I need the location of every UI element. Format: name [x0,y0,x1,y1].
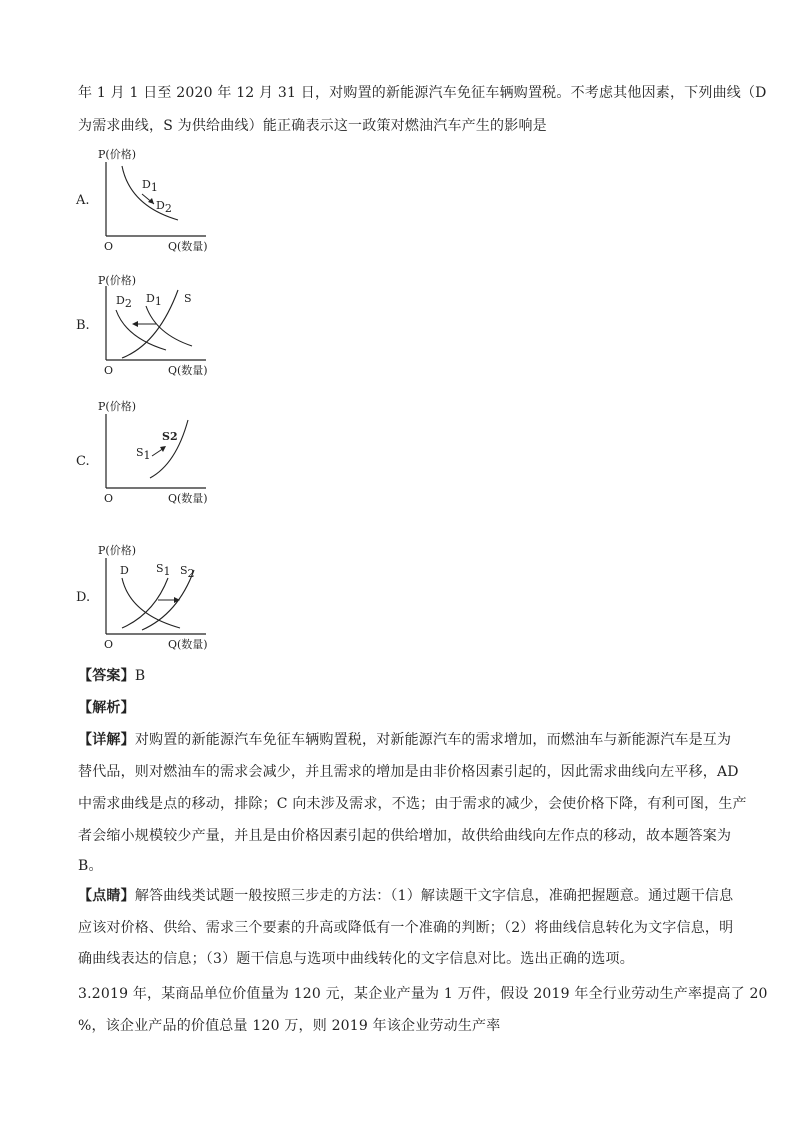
origin-label: O [104,638,114,651]
q-axis-label: Q(数量) [168,492,208,505]
question-line-2: 为需求曲线，S 为供给曲线）能正确表示这一政策对燃油汽车产生的影响是 [78,118,547,134]
curve-label-s1: S1 [136,446,151,462]
tips-line-1: 【点睛】解答曲线类试题一般按照三步走的方法：（1）解读题干文字信息，准确把握题意。通过题干信息 [78,888,734,904]
tips-line-2: 应该对价格、供给、需求三个要素的升高或降低有一个准确的判断；（2）将曲线信息转化为文字信息，明 [78,920,734,936]
curve-label-s1: S1 [156,562,171,578]
detail-line-5: B。 [78,858,103,874]
option-b-label: B. [76,318,90,333]
q-axis-label: Q(数量) [168,364,208,377]
curve-label-d1: D1 [146,292,162,308]
curve-label-s: S [184,292,192,305]
question-line-1: 年 1 月 1 日至 2020 年 12 月 31 日，对购置的新能源汽车免征车辆购置税。不考虑其他因素，下列曲线（D [78,85,767,101]
option-b-graph [96,272,226,382]
next-question-line-1: 3.2019 年，某商品单位价值量为 120 元，某企业产量为 1 万件，假设 2019 年全行业劳动生产率提高了 20 [78,986,768,1002]
curve-label-s2: S2 [180,564,195,580]
answer-tag: 【答案】 [78,668,135,684]
supply-curve-1 [122,578,168,628]
curve-label-d2: D2 [156,199,172,215]
option-d-label: D. [76,590,91,605]
curve-label-d2: D2 [116,294,132,310]
option-d-graph [96,542,226,652]
curve-label-d: D [120,564,129,577]
tips-line-3: 确曲线表达的信息；（3）题干信息与选项中曲线转化的文字信息对比。选出正确的选项。 [78,951,634,967]
demand-curve-2 [116,310,166,350]
curve-label-d1: D1 [142,178,158,194]
analysis-line [78,697,135,717]
curve-label-s2: S2 [162,430,178,443]
supply-curve [150,420,188,478]
detail-line-1: 【详解】对购置的新能源汽车免征车辆购置税，对新能源汽车的需求增加，而燃油车与新能源汽车是互为 [78,732,732,748]
analysis-tag: 【解析】 [78,700,135,716]
next-question-line-2: %，该企业产品的价值总量 120 万，则 2019 年该企业劳动生产率 [78,1018,501,1034]
detail-tag: 【详解】 [78,732,135,748]
origin-label: O [104,364,114,377]
option-a-graph [96,146,226,256]
p-axis-label: P(价格) [98,274,136,287]
demand-curve-1 [146,306,192,346]
q-axis-label: Q(数量) [168,638,208,651]
answer-line [78,665,145,685]
option-c-label: C. [76,454,90,469]
shift-arrowhead [148,198,154,204]
detail-line-2: 替代品，则对燃油车的需求会减少，并且需求的增加是由非价格因素引起的，因此需求曲线向左平移，AD [78,764,739,780]
tips-tag: 【点睛】 [78,888,135,904]
p-axis-label: P(价格) [98,544,136,557]
shift-arrowhead [160,446,166,452]
shift-arrowhead [132,321,138,327]
p-axis-label: P(价格) [98,148,136,161]
origin-label: O [104,492,114,505]
option-c-graph [96,396,226,506]
detail-line-3: 中需求曲线是点的移动，排除；C 向未涉及需求，不选；由于需求的减少，会使价格下降，有利可图，生产 [78,796,747,812]
demand-curve [122,578,180,628]
p-axis-label: P(价格) [98,400,136,413]
q-axis-label: Q(数量) [168,240,208,253]
origin-label: O [104,240,114,253]
detail-line-4: 者会缩小规模较少产量，并且是由价格因素引起的供给增加，故供给曲线向左作点的移动，故本题答案为 [78,828,732,844]
option-a-label: A. [76,193,90,208]
answer-value: B [134,668,146,684]
